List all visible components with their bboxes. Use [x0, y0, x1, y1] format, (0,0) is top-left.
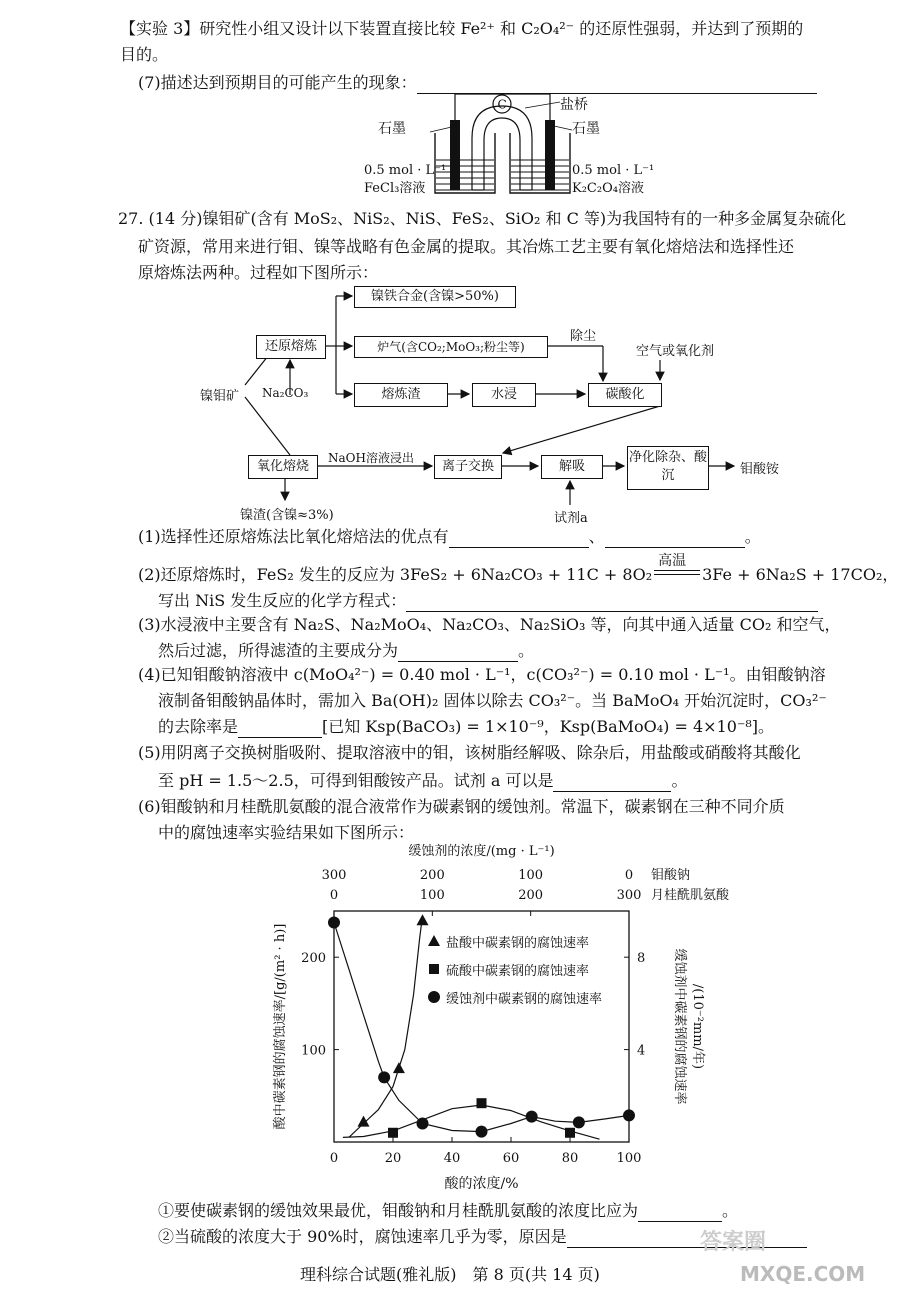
flow-dedust: 除尘 [570, 329, 597, 344]
y-axis-label: 酸中碳素钢的腐蚀速率/[g/(m² · h)] [273, 923, 288, 1130]
point-triangle [417, 914, 429, 925]
sub2: ②当硫酸的浓度大于 90%时，腐蚀速率几乎为零，原因是 [158, 1226, 807, 1248]
legend-label: 盐酸中碳素钢的腐蚀速率 [446, 936, 590, 951]
flow-desorb: 解吸 [541, 455, 603, 479]
point-circle [378, 1071, 390, 1083]
point-square [388, 1128, 398, 1138]
watermark-logo: 答案圈 [700, 1230, 767, 1255]
x-tick-label: 20 [384, 1151, 402, 1166]
flow-naoh-leach: NaOH溶液浸出 [328, 451, 414, 465]
flow-furnace-gas: 炉气(含CO₂;MoO₃;粉尘等) [354, 336, 548, 358]
legend-marker-square [429, 964, 439, 974]
q3-line2: 然后过滤，所得滤渣的主要成分为 。 [158, 641, 535, 660]
flow-slag: 熔炼渣 [354, 383, 448, 407]
y2-tick-label: 8 [637, 951, 646, 967]
x-tick-label: 100 [616, 1151, 642, 1166]
answer-blank[interactable] [567, 1231, 807, 1248]
y2-axis-label: 缓蚀剂中碳素钢的腐蚀速率 [672, 948, 687, 1105]
point-circle [328, 917, 340, 929]
q2-line1: (2)还原熔炼时，FeS₂ 发生的反应为 3FeS₂ + 6Na₂CO₃ + 11C + 8O₂ 高温 3Fe + 6Na₂S + 17CO₂， [138, 553, 898, 584]
top-tick-label-2: 100 [419, 888, 445, 903]
salt-bridge-label: 盐桥 [560, 97, 588, 113]
flow-oxid-roast: 氧化熔烧 [248, 455, 318, 479]
y-tick-label: 200 [301, 951, 326, 967]
flow-purify: 净化除杂、酸沉 [627, 446, 709, 490]
q27-line3: 原熔炼法两种。过程如下图所示： [138, 263, 379, 282]
top-tick-label-2: 300 [616, 888, 642, 903]
top-tick-label-1: 100 [518, 868, 544, 883]
legend-label: 硫酸中碳素钢的腐蚀速率 [446, 964, 590, 979]
top-axis-2-label: 月桂酰肌氨酸 [651, 888, 730, 903]
q6-line2: 中的腐蚀速率实验结果如下图所示： [158, 823, 415, 842]
series-line-triangle [349, 916, 423, 1138]
top-tick-label-2: 200 [518, 888, 544, 903]
flow-ore: 镍钼矿 [200, 389, 240, 404]
x-axis-label: 酸的浓度/% [444, 1176, 519, 1192]
page-footer: 理科综合试题(雅礼版) 第 8 页(共 14 页) [300, 1265, 600, 1284]
flow-na2co3: Na₂CO₃ [262, 386, 309, 400]
legend-label: 缓蚀剂中碳素钢的腐蚀速率 [446, 992, 603, 1007]
q1: (1)选择性还原熔炼法比氧化熔焙法的优点有 、 。 [138, 527, 761, 546]
top-tick-label-2: 0 [329, 888, 339, 903]
answer-blank[interactable] [638, 1205, 722, 1222]
point-square [477, 1098, 487, 1108]
flow-alloy: 镍铁合金(含镍>50%) [354, 286, 516, 308]
right-solution: K₂C₂O₄溶液 [572, 181, 644, 196]
y2-tick-label: 4 [637, 1043, 646, 1059]
chart-title: 缓蚀剂的浓度/(mg · L⁻¹) [408, 844, 555, 859]
legend-marker-triangle [428, 935, 440, 946]
x-tick-label: 60 [502, 1151, 520, 1166]
q4-line1: (4)已知钼酸钠溶液中 c(MoO₄²⁻) = 0.40 mol · L⁻¹，c(CO₃²⁻) = 0.10 mol · L⁻¹。由钼酸钠溶 [138, 665, 826, 684]
point-circle [573, 1116, 585, 1128]
q6-line1: (6)钼酸钠和月桂酰肌氨酸的混合液常作为碳素钢的缓蚀剂。常温下，碳素钢在三种不同介质 [138, 797, 785, 816]
right-concentration: 0.5 mol · L⁻¹ [572, 163, 655, 178]
point-circle [526, 1111, 538, 1123]
left-solution: FeCl₃溶液 [364, 181, 426, 196]
point-circle [476, 1126, 488, 1138]
point-triangle [358, 1116, 370, 1127]
y2-axis-unit: /(10⁻²mm/年) [690, 983, 705, 1070]
q5-line1: (5)用阴离子交换树脂吸附、提取溶液中的钼，该树脂经解吸、除杂后，用盐酸或硝酸将其酸化 [138, 743, 801, 762]
point-square [565, 1128, 575, 1138]
legend-marker-circle [428, 991, 440, 1003]
left-electrode-label: 石墨 [378, 121, 406, 137]
galvanometer-label: C [497, 97, 507, 112]
q27-line1: 27. (14 分)镍钼矿(含有 MoS₂、NiS₂、NiS、FeS₂、SiO₂ 和 C 等)为我国特有的一种多金属复杂硫化 [118, 209, 847, 228]
point-triangle [393, 1062, 405, 1073]
top-axis-1-label: 钼酸钠 [651, 868, 691, 883]
sub1: ①要使碳素钢的缓蚀效果最优，钼酸钠和月桂酰肌氨酸的浓度比应为 。 [158, 1201, 739, 1220]
q3-line1: (3)水浸液中主要含有 Na₂S、Na₂MoO₄、Na₂CO₃、Na₂SiO₃ 等，向其中通入适量 CO₂ 和空气， [138, 615, 841, 634]
flow-product: 钼酸铵 [740, 462, 780, 477]
flow-ion-exchange: 离子交换 [434, 455, 502, 479]
top-tick-label-1: 0 [624, 868, 634, 883]
top-tick-label-1: 200 [419, 868, 445, 883]
x-tick-label: 40 [443, 1151, 461, 1166]
point-circle [417, 1118, 429, 1130]
series-line-square [343, 1105, 600, 1139]
q4-line2: 液制备钼酸钠晶体时，需加入 Ba(OH)₂ 固体以除去 CO₃²⁻。当 BaMoO₄ 开始沉淀时，CO₃²⁻ [158, 691, 827, 710]
top-tick-label-1: 300 [321, 868, 347, 883]
watermark-url: MXQE.COM [740, 1262, 866, 1286]
exp3-line2: 目的。 [120, 45, 169, 64]
x-tick-label: 80 [561, 1151, 579, 1166]
flow-ni-slag: 镍渣(含镍≈3%) [240, 508, 334, 523]
flow-reduce-smelt: 还原熔炼 [256, 335, 326, 359]
right-electrode-label: 石墨 [572, 121, 600, 137]
q4-line3: 的去除率是 [已知 Ksp(BaCO₃) = 1×10⁻⁹，Ksp(BaMoO₄) = 4×10⁻⁸]。 [158, 717, 775, 736]
flow-carbonation: 碳酸化 [588, 383, 662, 407]
q5-line2: 至 pH = 1.5～2.5，可得到钼酸铵产品。试剂 a 可以是 。 [158, 771, 688, 790]
y-tick-label: 100 [301, 1043, 326, 1059]
flow-water-leach: 水浸 [472, 383, 536, 407]
q7-text: (7)描述达到预期目的可能产生的现象： [138, 72, 817, 94]
point-circle [623, 1109, 635, 1121]
q27-line2: 矿资源，常用来进行钼、镍等战略有色金属的提取。其冶炼工艺主要有氧化熔焙法和选择性还 [138, 237, 795, 256]
exp3-line1: 【实验 3】研究性小组又设计以下装置直接比较 Fe²⁺ 和 C₂O₄²⁻ 的还原性强弱，并达到了预期的 [120, 19, 804, 38]
left-concentration: 0.5 mol · L⁻¹ [364, 163, 447, 178]
x-tick-label: 0 [329, 1151, 339, 1166]
flow-reagent-a: 试剂a [554, 511, 588, 526]
flow-air-oxidant: 空气或氧化剂 [636, 344, 715, 359]
q2-line2: 写出 NiS 发生反应的化学方程式： [158, 590, 818, 612]
